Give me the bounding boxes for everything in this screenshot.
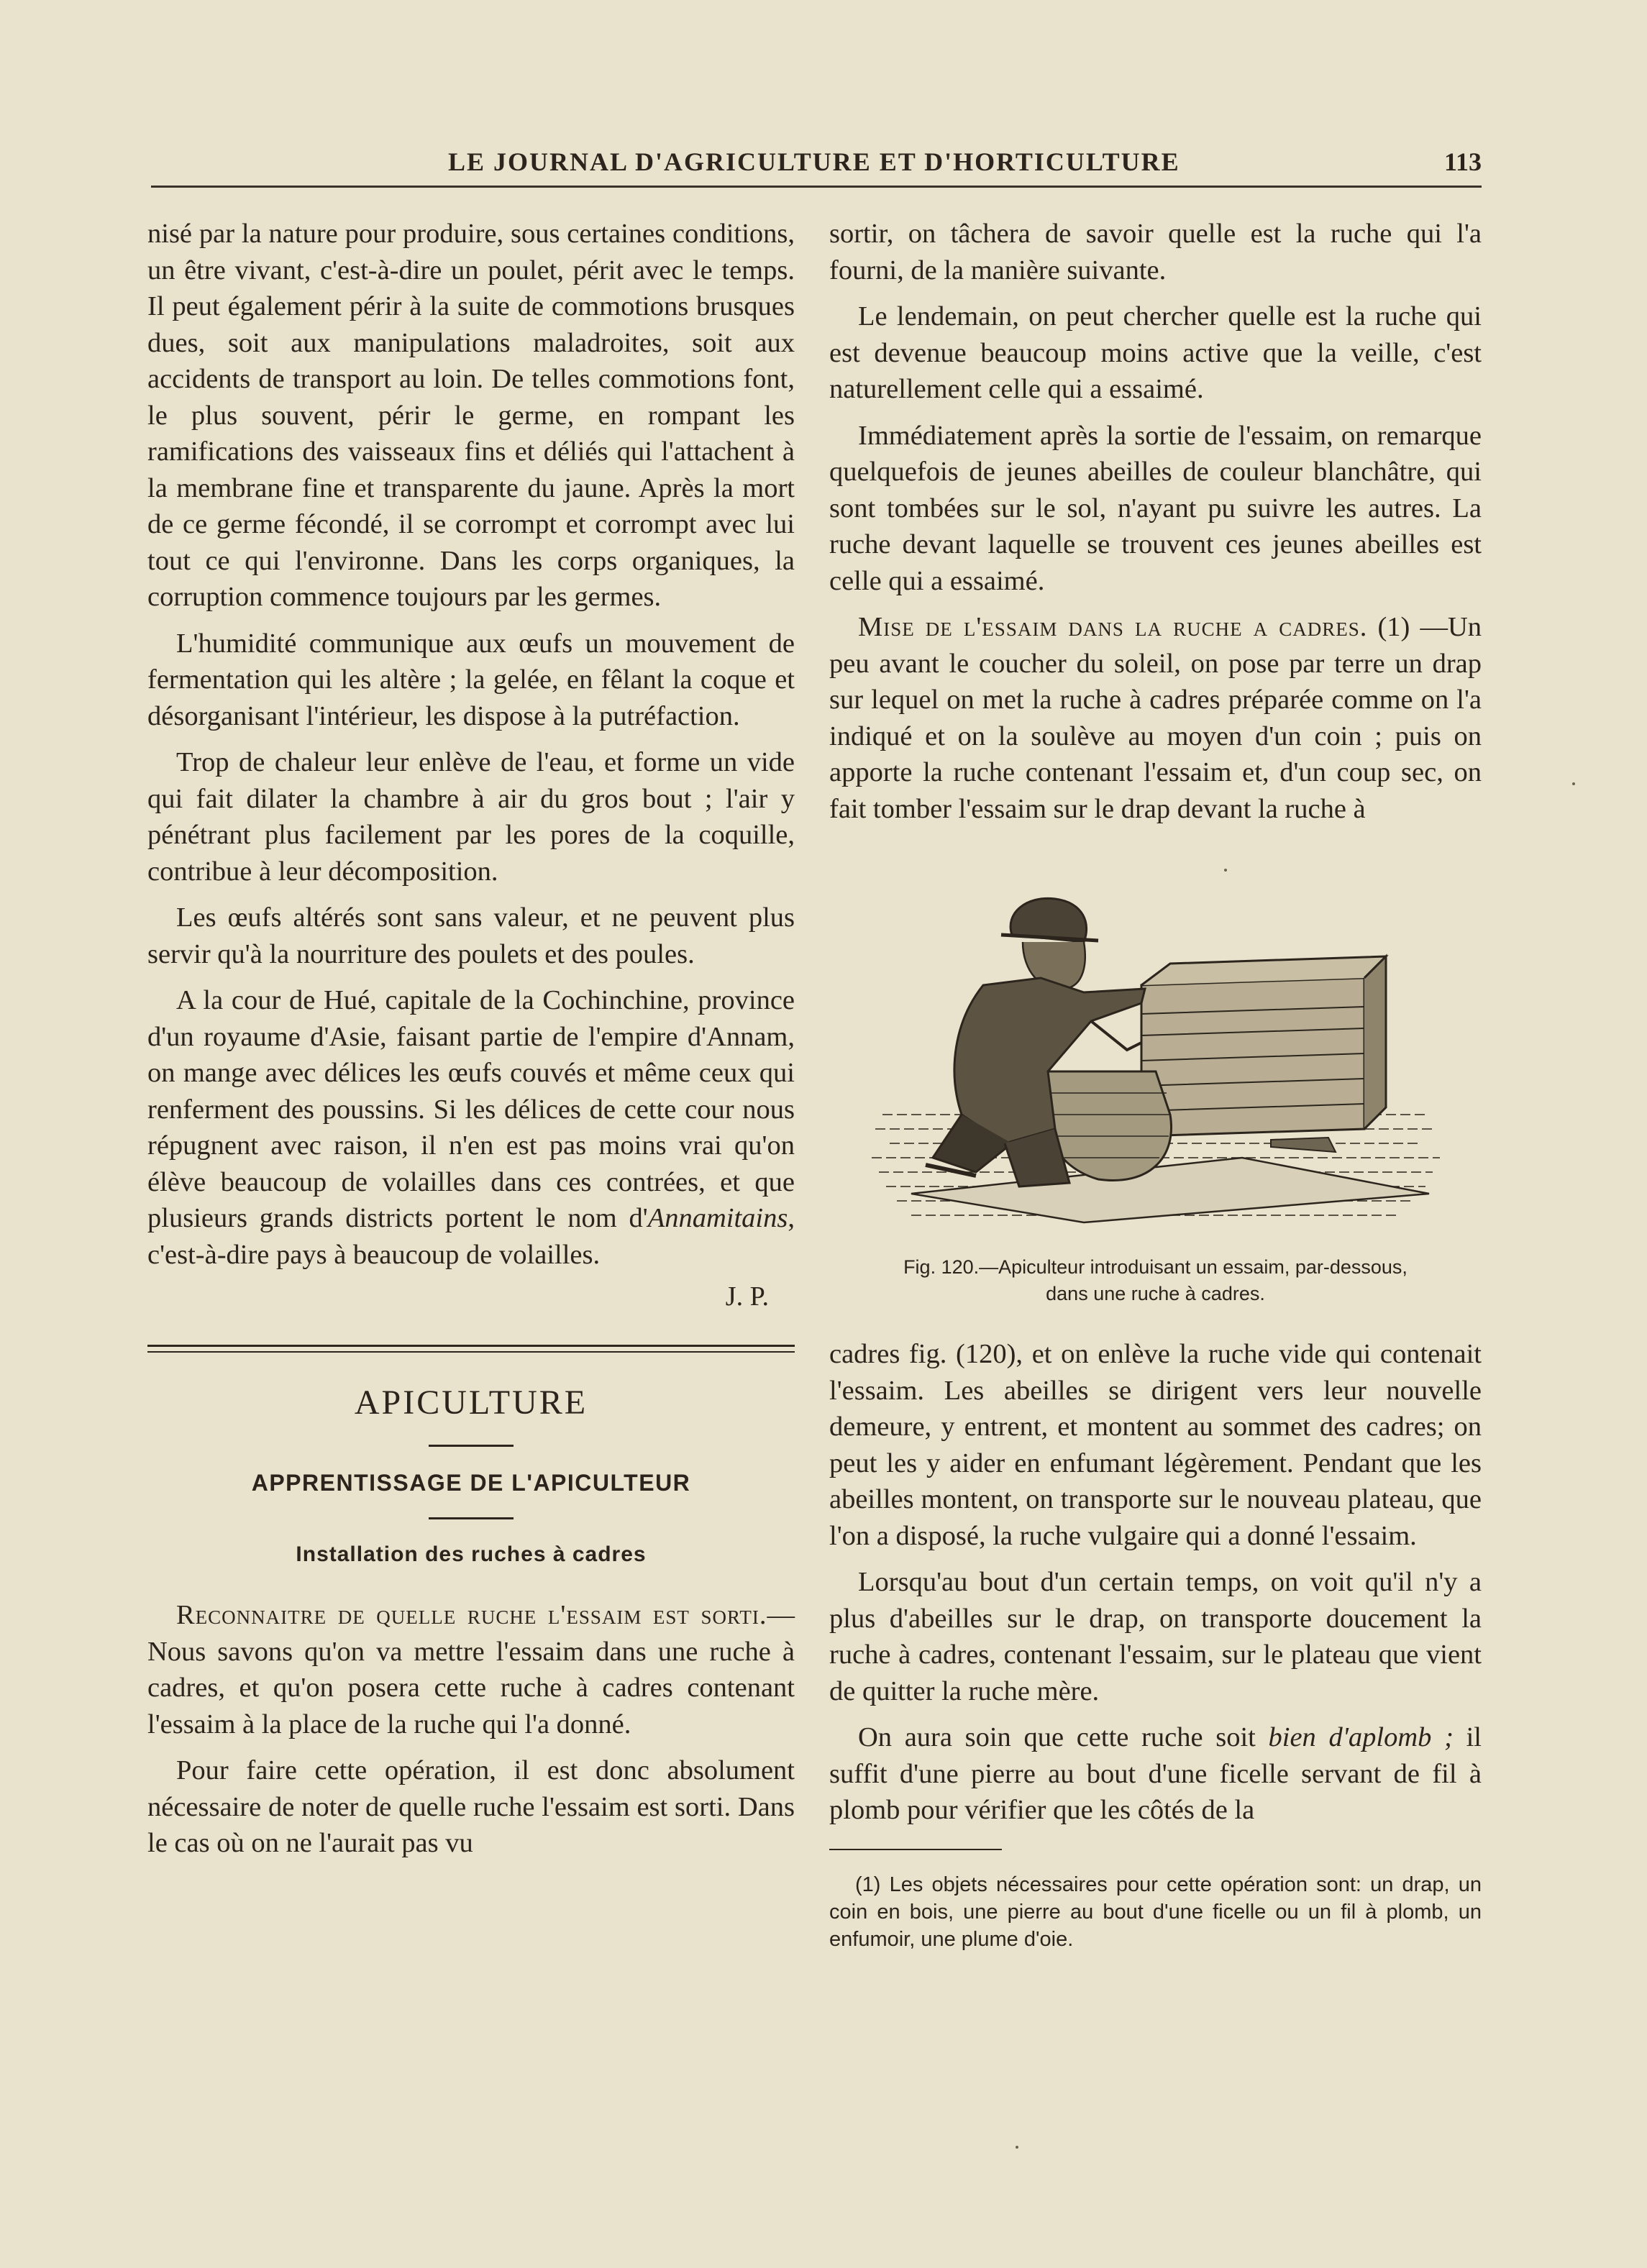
article-subsubtitle: Installation des ruches à cadres <box>296 1542 647 1566</box>
mise-paragraph <box>829 609 1482 827</box>
figure-caption <box>844 1254 1467 1307</box>
reconnaitre-paragraph <box>147 1597 795 1742</box>
left-column <box>147 216 795 1872</box>
paragraph: Le lendemain, on peut chercher quelle est la ruche qui est devenue beaucoup moins active que la veille, c'est naturellement celle qui a essaimé. <box>829 301 1482 404</box>
italic-term: Annamitains <box>647 1203 788 1233</box>
running-title: LE JOURNAL D'AGRICULTURE ET D'HORTICULTURE <box>448 147 1180 176</box>
italic-term: bien d'aplomb ; <box>1268 1722 1454 1752</box>
paragraph: Trop de chaleur leur enlève de l'eau, et forme un vide qui fait dilater la chambre à air du gros bout ; l'air y pénétrant plus facilement par les pores de la coquille, contribue à leur décomposition. <box>147 747 795 887</box>
speck <box>1572 782 1575 785</box>
paragraph: Les œufs altérés sont sans valeur, et ne peuvent plus servir qu'à la nourriture des poulets et des poules. <box>147 902 795 969</box>
hue-paragraph <box>147 982 795 1273</box>
beekeeper-illustration <box>868 856 1443 1230</box>
text-run: —Nous savons qu'on va mettre l'essaim dans une ruche à cadres, et qu'on posera cette ruche à cadres contenant l'essaim à la place de la ruche qui l'a donné. <box>147 1600 795 1739</box>
paragraph-lead: Reconnaitre de quelle ruche l'essaim est sorti. <box>176 1600 767 1630</box>
text-run: On aura soin que cette ruche soit <box>858 1722 1269 1752</box>
section-title: APICULTURE <box>354 1384 588 1422</box>
page-number: 113 <box>1443 147 1482 176</box>
page-header <box>147 141 1482 184</box>
text-run: (1) —Un peu avant le coucher du soleil, on pose par terre un drap sur lequel on met la ruche à cadres préparée comme on l'a indiqué et on la soulève au moyen d'un coin ; puis on apporte la ruche contenant l'essaim et, d'un coup sec, on fait tomber l'essaim sur le drap devant la ruche à <box>829 612 1482 824</box>
paragraph-lead: Mise de l'essaim dans la ruche a cadres. <box>858 612 1368 642</box>
paragraph: Lorsqu'au bout d'un certain temps, on voit qu'il n'y a plus d'abeilles sur le drap, on transporte doucement la ruche à cadres, contenant l'essaim, sur le plateau que vient de quitter la ruche mère. <box>829 1567 1482 1706</box>
text-run: A la cour de Hué, capitale de la Cochinchine, province d'un royaume d'Asie, faisant partie de l'empire d'Annam, on mange avec délices les œufs couvés et même ceux qui renferment des poussins. Si les délices de cette cour nous répugnent avec raison, il n'en est pas moins vrai qu'on élève beaucoup de volailles dans ces contrées, et que plusieurs grands districts portent le nom d' <box>147 985 795 1233</box>
caption-line: dans une ruche à cadres. <box>1046 1283 1265 1304</box>
footnote: (1) Les objets nécessaires pour cette opération sont: un drap, un coin en bois, une pierre au bout d'une ficelle ou un fil à plomb, un enfumoir, une plume d'oie. <box>829 1873 1482 1951</box>
speck <box>1224 869 1227 872</box>
paragraph: Pour faire cette opération, il est donc absolument nécessaire de noter de quelle ruche l'essaim est sorti. Dans le cas où on ne l'aurait pas vu <box>147 1755 795 1858</box>
plomb-paragraph <box>829 1719 1482 1829</box>
footnote-rule <box>829 1849 1002 1850</box>
author-signature: J. P. <box>725 1281 769 1312</box>
short-rule <box>429 1445 514 1447</box>
paragraph: nisé par la nature pour produire, sous certaines conditions, un être vivant, c'est-à-dire un poulet, périt avec le temps. Il peut également périr à la suite de commotions brusques dues, soit aux manipulations maladroites, soit aux accidents de transport au loin. De telles commotions font, le plus souvent, périr le germe, en rompant les ramifications des vaisseaux fins et déliés qui l'attachent à la membrane fine et transparente du jaune. Après la mort de ce germe fécondé, il se corrompt et corrompt avec lui tout ce qui l'environne. Dans les corps organiques, la corruption commence toujours par les germes. <box>147 219 795 612</box>
paragraph: Immédiatement après la sortie de l'essaim, on remarque quelquefois de jeunes abeilles de couleur blanchâtre, qui sont tombées sur le sol, n'ayant pu suivre les autres. La ruche devant laquelle se trouvent ces jeunes abeilles est celle qui a essaimé. <box>829 420 1482 596</box>
section-divider <box>147 1345 795 1353</box>
speck <box>1016 2146 1018 2149</box>
paragraph: L'humidité communique aux œufs un mouvement de fermentation qui les altère ; la gelée, en fêlant la coque et désorganisant l'intérieur, les dispose à la putréfaction. <box>147 628 795 731</box>
paragraph: sortir, on tâchera de savoir quelle est la ruche qui l'a fourni, de la manière suivante. <box>829 219 1482 285</box>
paragraph: cadres fig. (120), et on enlève la ruche vide qui contenait l'essaim. Les abeilles se dirigent vers leur nouvelle demeure, y entrent, et montent au sommet des cadres; on peut les y aider en enfumant légèrement. Pendant que les abeilles montent, on transporte sur le nouveau plateau, que l'on a disposé, la ruche vulgaire qui a donné l'essaim. <box>829 1339 1482 1551</box>
text-run: , c'est-à-dire pays à beaucoup de volailles. <box>147 1203 795 1270</box>
text-run: il suffit d'une pierre au bout d'une ficelle servant de fil à plomb pour vérifier que les côtés de la <box>829 1722 1482 1825</box>
short-rule <box>429 1517 514 1519</box>
right-column <box>829 216 1482 1974</box>
caption-line: Fig. 120.—Apiculteur introduisant un essaim, par-dessous, <box>903 1256 1408 1278</box>
article-subtitle: APPRENTISSAGE DE L'APICULTEUR <box>251 1470 691 1496</box>
header-rule <box>151 186 1482 188</box>
